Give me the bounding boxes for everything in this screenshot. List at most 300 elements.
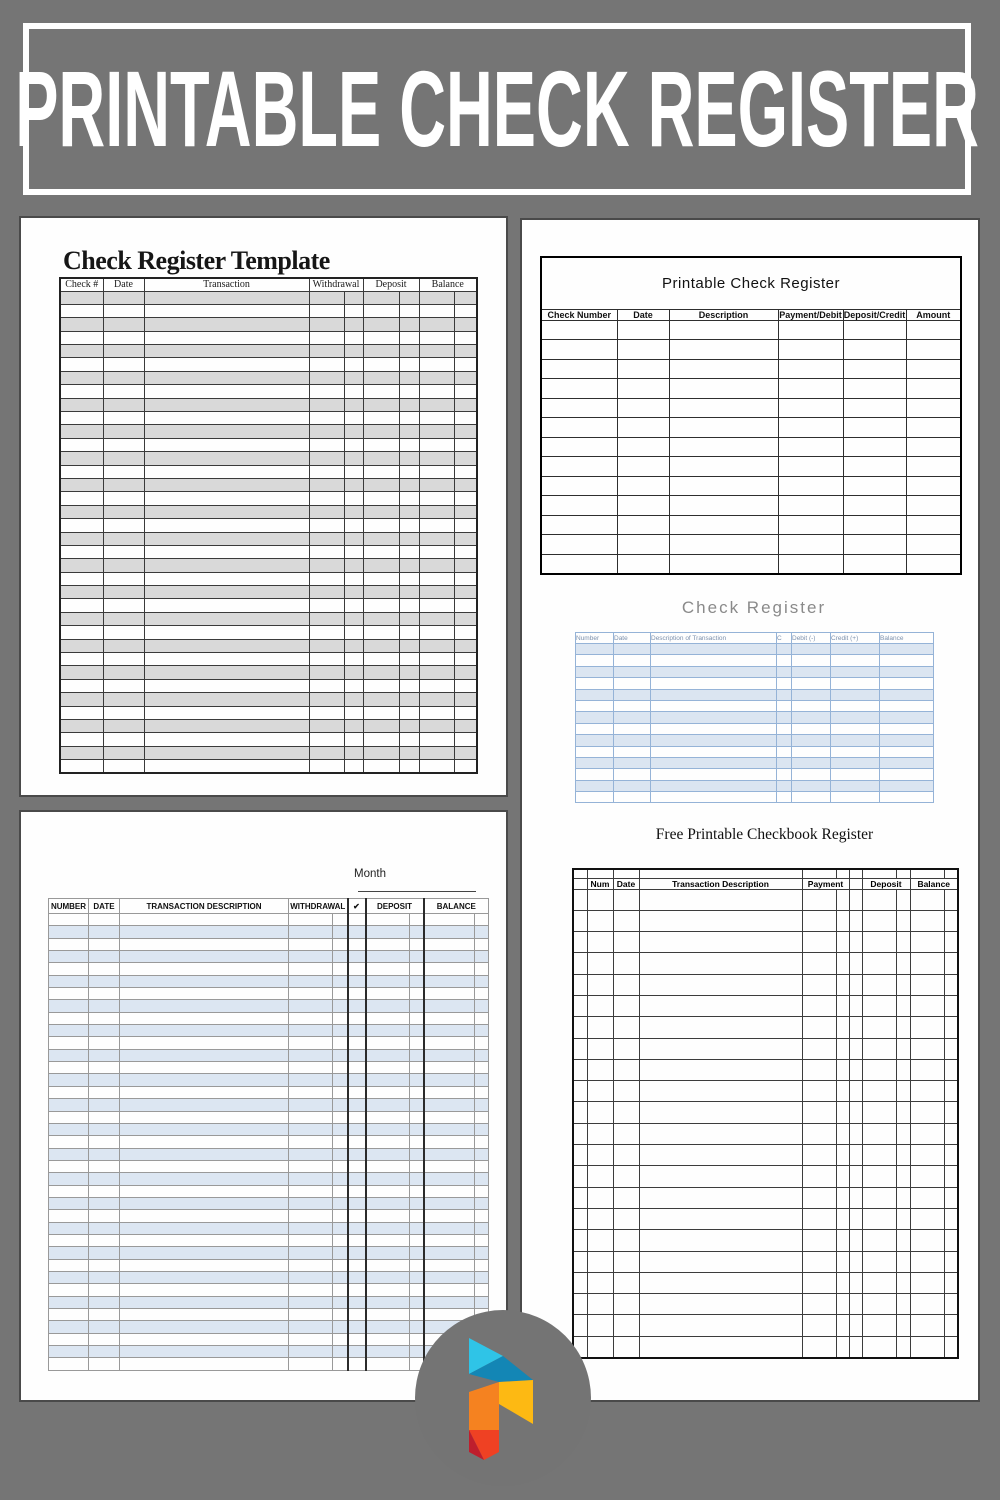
entry-cell[interactable]: [333, 1148, 348, 1160]
entry-cell[interactable]: [836, 910, 849, 931]
entry-cell[interactable]: [802, 1038, 836, 1059]
entry-cell[interactable]: [49, 1346, 89, 1358]
entry-cell[interactable]: [289, 1148, 333, 1160]
entry-cell[interactable]: [849, 910, 862, 931]
entry-cell[interactable]: [89, 1247, 120, 1259]
entry-cell[interactable]: [366, 1000, 410, 1012]
entry-cell[interactable]: [49, 1037, 89, 1049]
entry-cell[interactable]: [399, 532, 419, 545]
entry-cell[interactable]: [896, 889, 910, 910]
entry-cell[interactable]: [120, 1259, 289, 1271]
entry-cell[interactable]: [120, 1037, 289, 1049]
entry-cell[interactable]: [363, 425, 399, 438]
entry-cell[interactable]: [309, 572, 344, 585]
entry-cell[interactable]: [831, 712, 880, 723]
entry-cell[interactable]: [49, 1000, 89, 1012]
entry-cell[interactable]: [89, 914, 120, 926]
entry-cell[interactable]: [906, 379, 961, 399]
entry-cell[interactable]: [410, 926, 424, 938]
entry-cell[interactable]: [144, 532, 309, 545]
entry-cell[interactable]: [344, 532, 363, 545]
entry-cell[interactable]: [348, 1234, 366, 1246]
entry-cell[interactable]: [475, 1049, 489, 1061]
entry-cell[interactable]: [410, 1049, 424, 1061]
entry-cell[interactable]: [573, 1251, 587, 1272]
entry-cell[interactable]: [651, 678, 777, 689]
entry-cell[interactable]: [49, 988, 89, 1000]
entry-cell[interactable]: [777, 678, 792, 689]
entry-cell[interactable]: [613, 1017, 639, 1038]
entry-cell[interactable]: [344, 465, 363, 478]
entry-cell[interactable]: [613, 974, 639, 995]
entry-cell[interactable]: [880, 780, 934, 791]
entry-cell[interactable]: [144, 412, 309, 425]
entry-cell[interactable]: [639, 1102, 802, 1123]
entry-cell[interactable]: [475, 914, 489, 926]
entry-cell[interactable]: [896, 1145, 910, 1166]
entry-cell[interactable]: [333, 1197, 348, 1209]
entry-cell[interactable]: [399, 612, 419, 625]
entry-cell[interactable]: [366, 1074, 410, 1086]
entry-cell[interactable]: [103, 371, 144, 384]
entry-cell[interactable]: [366, 1185, 410, 1197]
entry-cell[interactable]: [399, 412, 419, 425]
entry-cell[interactable]: [49, 1099, 89, 1111]
entry-cell[interactable]: [906, 496, 961, 516]
entry-cell[interactable]: [792, 689, 831, 700]
entry-cell[interactable]: [651, 735, 777, 746]
entry-cell[interactable]: [410, 975, 424, 987]
entry-cell[interactable]: [849, 1272, 862, 1293]
entry-cell[interactable]: [836, 1251, 849, 1272]
entry-cell[interactable]: [309, 318, 344, 331]
entry-cell[interactable]: [348, 1025, 366, 1037]
entry-cell[interactable]: [587, 1102, 613, 1123]
entry-cell[interactable]: [862, 1230, 896, 1251]
entry-cell[interactable]: [475, 1086, 489, 1098]
entry-cell[interactable]: [49, 1136, 89, 1148]
entry-cell[interactable]: [348, 1259, 366, 1271]
entry-cell[interactable]: [617, 437, 669, 457]
entry-cell[interactable]: [399, 559, 419, 572]
entry-cell[interactable]: [587, 1251, 613, 1272]
entry-cell[interactable]: [475, 975, 489, 987]
entry-cell[interactable]: [944, 1251, 958, 1272]
entry-cell[interactable]: [424, 1148, 475, 1160]
entry-cell[interactable]: [309, 291, 344, 304]
entry-cell[interactable]: [399, 345, 419, 358]
entry-cell[interactable]: [454, 559, 477, 572]
entry-cell[interactable]: [424, 1259, 475, 1271]
entry-cell[interactable]: [802, 889, 836, 910]
entry-cell[interactable]: [289, 1173, 333, 1185]
entry-cell[interactable]: [399, 318, 419, 331]
entry-cell[interactable]: [777, 666, 792, 677]
entry-cell[interactable]: [399, 385, 419, 398]
entry-cell[interactable]: [639, 932, 802, 953]
entry-cell[interactable]: [802, 1187, 836, 1208]
entry-cell[interactable]: [60, 626, 103, 639]
entry-cell[interactable]: [613, 953, 639, 974]
entry-cell[interactable]: [910, 1145, 944, 1166]
entry-cell[interactable]: [103, 626, 144, 639]
entry-cell[interactable]: [777, 769, 792, 780]
entry-cell[interactable]: [363, 385, 399, 398]
entry-cell[interactable]: [669, 535, 778, 555]
entry-cell[interactable]: [778, 340, 843, 360]
entry-cell[interactable]: [333, 988, 348, 1000]
entry-cell[interactable]: [120, 1086, 289, 1098]
entry-cell[interactable]: [363, 492, 399, 505]
entry-cell[interactable]: [617, 379, 669, 399]
entry-cell[interactable]: [309, 492, 344, 505]
entry-cell[interactable]: [792, 678, 831, 689]
entry-cell[interactable]: [103, 599, 144, 612]
entry-cell[interactable]: [802, 995, 836, 1016]
entry-cell[interactable]: [573, 889, 587, 910]
entry-cell[interactable]: [669, 320, 778, 340]
entry-cell[interactable]: [843, 398, 906, 418]
entry-cell[interactable]: [344, 492, 363, 505]
entry-cell[interactable]: [454, 572, 477, 585]
entry-cell[interactable]: [836, 932, 849, 953]
entry-cell[interactable]: [120, 975, 289, 987]
entry-cell[interactable]: [944, 1315, 958, 1336]
entry-cell[interactable]: [419, 746, 454, 759]
entry-cell[interactable]: [880, 700, 934, 711]
entry-cell[interactable]: [344, 586, 363, 599]
entry-cell[interactable]: [419, 358, 454, 371]
entry-cell[interactable]: [849, 1059, 862, 1080]
entry-cell[interactable]: [777, 655, 792, 666]
entry-cell[interactable]: [289, 951, 333, 963]
entry-cell[interactable]: [89, 1234, 120, 1246]
entry-cell[interactable]: [614, 655, 651, 666]
entry-cell[interactable]: [410, 1296, 424, 1308]
entry-cell[interactable]: [454, 358, 477, 371]
entry-cell[interactable]: [454, 385, 477, 398]
entry-cell[interactable]: [541, 418, 617, 438]
entry-cell[interactable]: [103, 478, 144, 491]
entry-cell[interactable]: [120, 1136, 289, 1148]
entry-cell[interactable]: [475, 1012, 489, 1024]
entry-cell[interactable]: [366, 1259, 410, 1271]
entry-cell[interactable]: [651, 780, 777, 791]
entry-cell[interactable]: [862, 1294, 896, 1315]
entry-cell[interactable]: [424, 975, 475, 987]
entry-cell[interactable]: [587, 953, 613, 974]
entry-cell[interactable]: [613, 1102, 639, 1123]
entry-cell[interactable]: [777, 792, 792, 803]
entry-cell[interactable]: [896, 953, 910, 974]
entry-cell[interactable]: [617, 398, 669, 418]
entry-cell[interactable]: [777, 735, 792, 746]
entry-cell[interactable]: [144, 599, 309, 612]
entry-cell[interactable]: [120, 1049, 289, 1061]
entry-cell[interactable]: [289, 963, 333, 975]
entry-cell[interactable]: [410, 1025, 424, 1037]
entry-cell[interactable]: [944, 910, 958, 931]
entry-cell[interactable]: [802, 1059, 836, 1080]
entry-cell[interactable]: [363, 706, 399, 719]
entry-cell[interactable]: [541, 554, 617, 574]
entry-cell[interactable]: [573, 1017, 587, 1038]
entry-cell[interactable]: [363, 733, 399, 746]
entry-cell[interactable]: [60, 720, 103, 733]
entry-cell[interactable]: [475, 1062, 489, 1074]
entry-cell[interactable]: [103, 679, 144, 692]
entry-cell[interactable]: [144, 746, 309, 759]
entry-cell[interactable]: [614, 746, 651, 757]
entry-cell[interactable]: [333, 1062, 348, 1074]
entry-cell[interactable]: [289, 1062, 333, 1074]
entry-cell[interactable]: [399, 746, 419, 759]
entry-cell[interactable]: [862, 1081, 896, 1102]
entry-cell[interactable]: [120, 1025, 289, 1037]
entry-cell[interactable]: [399, 679, 419, 692]
entry-cell[interactable]: [896, 1251, 910, 1272]
entry-cell[interactable]: [348, 1062, 366, 1074]
entry-cell[interactable]: [639, 1230, 802, 1251]
entry-cell[interactable]: [348, 1012, 366, 1024]
entry-cell[interactable]: [896, 1038, 910, 1059]
entry-cell[interactable]: [103, 331, 144, 344]
entry-cell[interactable]: [475, 1025, 489, 1037]
entry-cell[interactable]: [309, 304, 344, 317]
entry-cell[interactable]: [289, 938, 333, 950]
entry-cell[interactable]: [49, 1247, 89, 1259]
entry-cell[interactable]: [289, 1185, 333, 1197]
entry-cell[interactable]: [896, 1208, 910, 1229]
entry-cell[interactable]: [89, 1259, 120, 1271]
entry-cell[interactable]: [89, 1346, 120, 1358]
entry-cell[interactable]: [896, 1123, 910, 1144]
entry-cell[interactable]: [410, 1247, 424, 1259]
entry-cell[interactable]: [60, 532, 103, 545]
entry-cell[interactable]: [289, 1259, 333, 1271]
entry-cell[interactable]: [639, 1166, 802, 1187]
entry-cell[interactable]: [792, 712, 831, 723]
entry-cell[interactable]: [309, 666, 344, 679]
entry-cell[interactable]: [120, 1160, 289, 1172]
entry-cell[interactable]: [669, 340, 778, 360]
entry-cell[interactable]: [424, 988, 475, 1000]
entry-cell[interactable]: [836, 1336, 849, 1357]
entry-cell[interactable]: [410, 1000, 424, 1012]
entry-cell[interactable]: [366, 1148, 410, 1160]
entry-cell[interactable]: [475, 1247, 489, 1259]
entry-cell[interactable]: [651, 746, 777, 757]
entry-cell[interactable]: [49, 1012, 89, 1024]
entry-cell[interactable]: [778, 320, 843, 340]
entry-cell[interactable]: [120, 1012, 289, 1024]
entry-cell[interactable]: [802, 1230, 836, 1251]
entry-cell[interactable]: [348, 1049, 366, 1061]
entry-cell[interactable]: [348, 1173, 366, 1185]
entry-cell[interactable]: [309, 412, 344, 425]
entry-cell[interactable]: [454, 465, 477, 478]
entry-cell[interactable]: [363, 452, 399, 465]
entry-cell[interactable]: [651, 723, 777, 734]
entry-cell[interactable]: [309, 519, 344, 532]
entry-cell[interactable]: [344, 733, 363, 746]
entry-cell[interactable]: [419, 331, 454, 344]
entry-cell[interactable]: [103, 291, 144, 304]
entry-cell[interactable]: [836, 889, 849, 910]
entry-cell[interactable]: [348, 975, 366, 987]
entry-cell[interactable]: [792, 757, 831, 768]
entry-cell[interactable]: [103, 545, 144, 558]
entry-cell[interactable]: [289, 1099, 333, 1111]
entry-cell[interactable]: [802, 953, 836, 974]
entry-cell[interactable]: [289, 1025, 333, 1037]
entry-cell[interactable]: [49, 1074, 89, 1086]
entry-cell[interactable]: [60, 706, 103, 719]
entry-cell[interactable]: [89, 1210, 120, 1222]
entry-cell[interactable]: [363, 679, 399, 692]
entry-cell[interactable]: [309, 612, 344, 625]
entry-cell[interactable]: [906, 359, 961, 379]
entry-cell[interactable]: [333, 914, 348, 926]
entry-cell[interactable]: [573, 953, 587, 974]
entry-cell[interactable]: [309, 505, 344, 518]
entry-cell[interactable]: [399, 438, 419, 451]
entry-cell[interactable]: [454, 425, 477, 438]
entry-cell[interactable]: [120, 1185, 289, 1197]
entry-cell[interactable]: [120, 1222, 289, 1234]
entry-cell[interactable]: [348, 1160, 366, 1172]
entry-cell[interactable]: [348, 1333, 366, 1345]
entry-cell[interactable]: [849, 1145, 862, 1166]
entry-cell[interactable]: [60, 371, 103, 384]
entry-cell[interactable]: [849, 995, 862, 1016]
entry-cell[interactable]: [424, 938, 475, 950]
entry-cell[interactable]: [333, 1271, 348, 1283]
entry-cell[interactable]: [454, 345, 477, 358]
entry-cell[interactable]: [802, 1102, 836, 1123]
entry-cell[interactable]: [363, 412, 399, 425]
entry-cell[interactable]: [831, 769, 880, 780]
entry-cell[interactable]: [587, 1123, 613, 1144]
entry-cell[interactable]: [366, 1309, 410, 1321]
entry-cell[interactable]: [424, 951, 475, 963]
entry-cell[interactable]: [944, 1102, 958, 1123]
entry-cell[interactable]: [613, 932, 639, 953]
entry-cell[interactable]: [475, 1234, 489, 1246]
entry-cell[interactable]: [778, 535, 843, 555]
entry-cell[interactable]: [617, 476, 669, 496]
entry-cell[interactable]: [89, 1309, 120, 1321]
entry-cell[interactable]: [120, 1284, 289, 1296]
entry-cell[interactable]: [366, 975, 410, 987]
entry-cell[interactable]: [120, 1111, 289, 1123]
entry-cell[interactable]: [896, 1059, 910, 1080]
entry-cell[interactable]: [144, 425, 309, 438]
entry-cell[interactable]: [541, 535, 617, 555]
entry-cell[interactable]: [944, 995, 958, 1016]
entry-cell[interactable]: [778, 418, 843, 438]
entry-cell[interactable]: [410, 1197, 424, 1209]
entry-cell[interactable]: [836, 995, 849, 1016]
entry-cell[interactable]: [289, 914, 333, 926]
entry-cell[interactable]: [669, 496, 778, 516]
entry-cell[interactable]: [802, 1336, 836, 1357]
entry-cell[interactable]: [880, 735, 934, 746]
entry-cell[interactable]: [366, 1062, 410, 1074]
entry-cell[interactable]: [309, 465, 344, 478]
entry-cell[interactable]: [333, 1160, 348, 1172]
entry-cell[interactable]: [366, 1049, 410, 1061]
entry-cell[interactable]: [880, 666, 934, 677]
entry-cell[interactable]: [777, 723, 792, 734]
entry-cell[interactable]: [639, 1038, 802, 1059]
entry-cell[interactable]: [576, 712, 614, 723]
entry-cell[interactable]: [60, 318, 103, 331]
entry-cell[interactable]: [103, 452, 144, 465]
entry-cell[interactable]: [573, 1102, 587, 1123]
entry-cell[interactable]: [862, 1187, 896, 1208]
entry-cell[interactable]: [333, 1210, 348, 1222]
entry-cell[interactable]: [399, 626, 419, 639]
entry-cell[interactable]: [613, 1123, 639, 1144]
entry-cell[interactable]: [49, 1049, 89, 1061]
entry-cell[interactable]: [309, 679, 344, 692]
entry-cell[interactable]: [410, 1234, 424, 1246]
entry-cell[interactable]: [475, 1197, 489, 1209]
entry-cell[interactable]: [802, 1017, 836, 1038]
entry-cell[interactable]: [587, 1081, 613, 1102]
entry-cell[interactable]: [333, 1099, 348, 1111]
entry-cell[interactable]: [144, 452, 309, 465]
entry-cell[interactable]: [49, 1222, 89, 1234]
entry-cell[interactable]: [910, 1336, 944, 1357]
entry-cell[interactable]: [573, 1208, 587, 1229]
entry-cell[interactable]: [475, 1123, 489, 1135]
entry-cell[interactable]: [363, 653, 399, 666]
entry-cell[interactable]: [944, 1145, 958, 1166]
entry-cell[interactable]: [831, 757, 880, 768]
entry-cell[interactable]: [424, 1284, 475, 1296]
entry-cell[interactable]: [454, 639, 477, 652]
entry-cell[interactable]: [144, 666, 309, 679]
entry-cell[interactable]: [103, 412, 144, 425]
entry-cell[interactable]: [910, 1102, 944, 1123]
entry-cell[interactable]: [89, 1148, 120, 1160]
entry-cell[interactable]: [144, 358, 309, 371]
entry-cell[interactable]: [144, 545, 309, 558]
entry-cell[interactable]: [399, 693, 419, 706]
entry-cell[interactable]: [475, 1136, 489, 1148]
entry-cell[interactable]: [144, 478, 309, 491]
entry-cell[interactable]: [777, 712, 792, 723]
entry-cell[interactable]: [363, 438, 399, 451]
entry-cell[interactable]: [333, 1086, 348, 1098]
entry-cell[interactable]: [906, 554, 961, 574]
entry-cell[interactable]: [144, 653, 309, 666]
entry-cell[interactable]: [410, 1173, 424, 1185]
entry-cell[interactable]: [120, 951, 289, 963]
entry-cell[interactable]: [778, 437, 843, 457]
entry-cell[interactable]: [862, 953, 896, 974]
entry-cell[interactable]: [849, 1208, 862, 1229]
entry-cell[interactable]: [103, 385, 144, 398]
entry-cell[interactable]: [896, 910, 910, 931]
entry-cell[interactable]: [639, 1294, 802, 1315]
entry-cell[interactable]: [399, 398, 419, 411]
entry-cell[interactable]: [49, 1358, 89, 1370]
entry-cell[interactable]: [89, 988, 120, 1000]
entry-cell[interactable]: [910, 1038, 944, 1059]
